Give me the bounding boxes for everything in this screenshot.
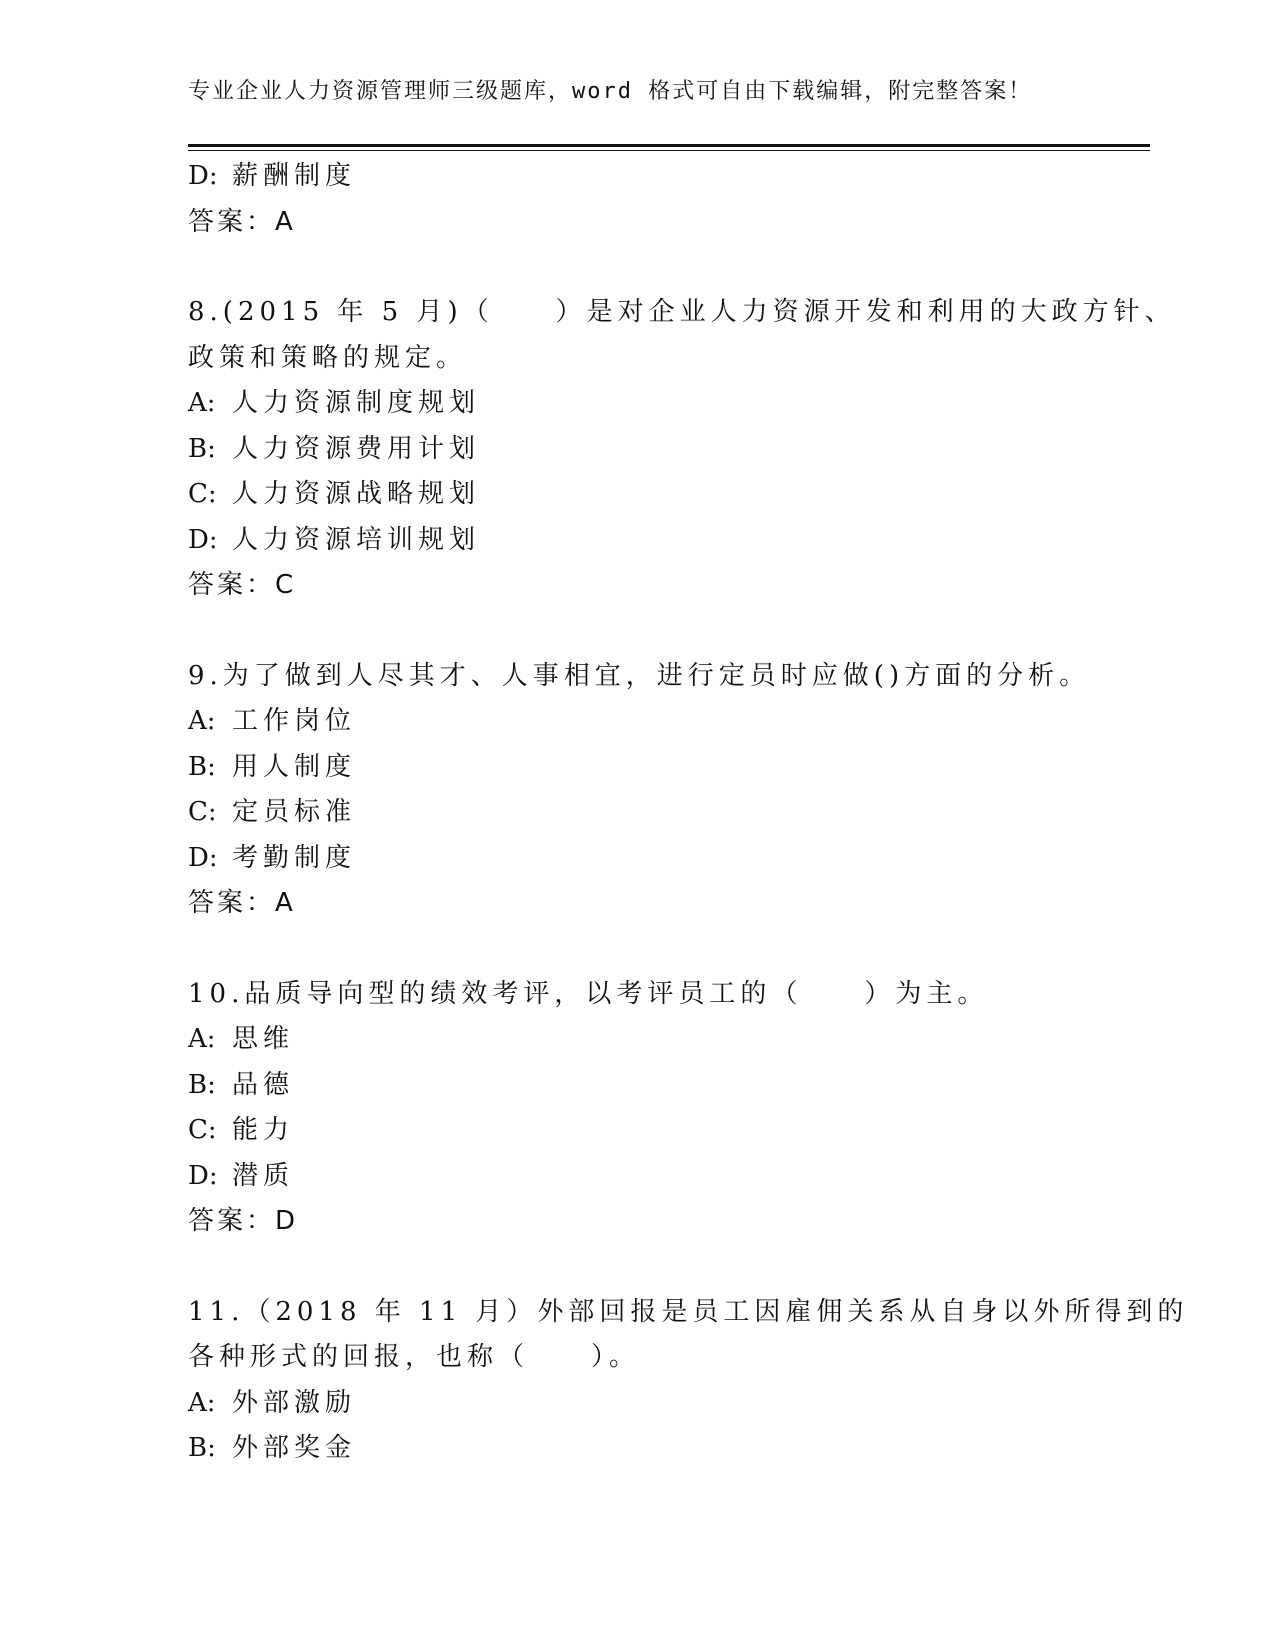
question-stem: 10.品质导向型的绩效考评，以考评员工的（ ）为主。 [188, 978, 989, 1009]
option-key: A: [188, 706, 216, 736]
option-text: 人力资源制度规划 [232, 388, 481, 418]
option-text: 人力资源费用计划 [232, 433, 481, 464]
option-line [188, 472, 1088, 518]
option-line [188, 1154, 1088, 1200]
answer-line: 答案：D [188, 1206, 299, 1236]
option-key: B: [188, 1069, 216, 1100]
option-text: 定员标准 [232, 797, 357, 827]
option-text: 能力 [232, 1115, 295, 1145]
option-line [188, 1381, 1088, 1427]
question-block [188, 1290, 1189, 1472]
question-stem: 9.为了做到人尽其才、人事相宜，进行定员时应做()方面的分析。 [188, 660, 1091, 691]
header-rule-thick [188, 144, 1150, 147]
question-stem: 各种形式的回报，也称（ ）。 [188, 1342, 641, 1372]
option-text: 人力资源培训规划 [232, 524, 481, 555]
answer-line: 答案：A [188, 888, 296, 918]
question-block [188, 972, 1088, 1245]
option-text: 考勤制度 [232, 842, 357, 873]
option-key: C: [188, 479, 217, 509]
option-text: 用人制度 [232, 751, 357, 782]
question-gap [188, 927, 1088, 972]
question-block [188, 654, 1091, 927]
option-key: B: [188, 433, 216, 464]
option-key: D: [188, 1160, 218, 1191]
answer-line: 答案：C [188, 570, 297, 600]
option-line [188, 836, 1088, 882]
header-rule-thin [188, 150, 1150, 151]
option-key: D: [188, 842, 218, 873]
option-text: 外部奖金 [232, 1433, 357, 1463]
question-gap [188, 609, 1088, 654]
option-line [188, 1063, 1088, 1109]
option-key: D: [188, 161, 218, 191]
option-line [188, 1426, 1088, 1472]
option-text: 工作岗位 [232, 706, 357, 736]
option-line [188, 381, 1088, 427]
option-key: B: [188, 751, 216, 782]
option-line [188, 154, 1088, 200]
option-text: 潜质 [232, 1160, 295, 1191]
page-header: 专业企业人力资源管理师三级题库，word 格式可自由下载编辑，附完整答案！ [188, 79, 1033, 104]
option-key: A: [188, 1024, 216, 1054]
question-stem: 政策和策略的规定。 [188, 342, 468, 373]
option-key: C: [188, 797, 217, 827]
question-stem: 8.(2015 年 5 月)（ ）是对企业人力资源开发和利用的大政方针、 [188, 297, 1176, 327]
answer-line: 答案：A [188, 206, 296, 237]
question-gap [188, 245, 1088, 290]
option-text: 外部激励 [232, 1387, 357, 1418]
option-line [188, 427, 1088, 473]
question-gap [188, 1245, 1088, 1290]
option-line [188, 745, 1088, 791]
question-stem: 11.（2018 年 11 月）外部回报是员工因雇佣关系从自身以外所得到的 [188, 1296, 1189, 1327]
option-text: 薪酬制度 [232, 161, 357, 191]
option-line [188, 699, 1088, 745]
option-text: 品德 [232, 1069, 295, 1100]
question-list [188, 154, 1189, 1472]
option-line [188, 1108, 1088, 1154]
option-key: A: [188, 1387, 216, 1418]
option-key: A: [188, 388, 216, 418]
option-line [188, 518, 1088, 564]
option-line [188, 1017, 1088, 1063]
option-key: D: [188, 524, 218, 555]
option-key: C: [188, 1115, 217, 1145]
question-block [188, 154, 1088, 245]
option-key: B: [188, 1433, 216, 1463]
question-block [188, 290, 1176, 609]
option-text: 人力资源战略规划 [232, 479, 481, 509]
option-text: 思维 [232, 1024, 295, 1054]
option-line [188, 790, 1088, 836]
